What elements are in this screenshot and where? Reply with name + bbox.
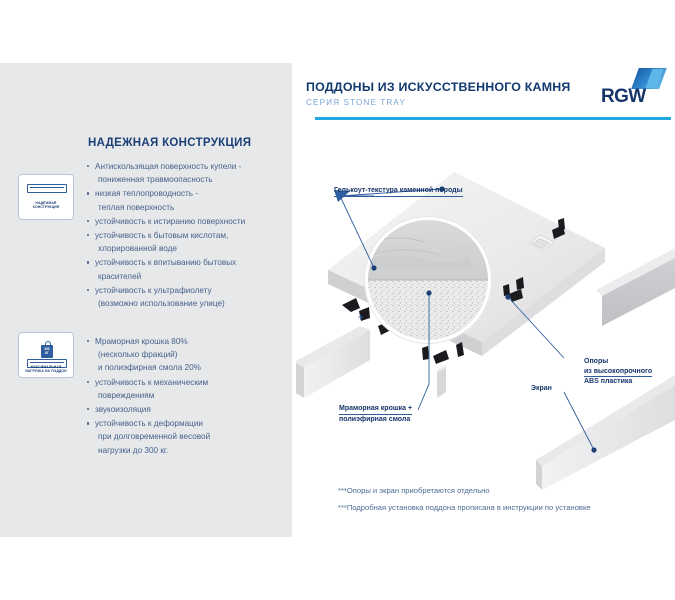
feature-material-item-line: повреждениям: [98, 390, 155, 400]
feature-construction-item-line: Антискользящая поверхность купели -: [95, 162, 242, 171]
feature-list-construction: [86, 160, 286, 311]
diagram-label-supports-line3: ABS пластика: [584, 378, 633, 385]
feature-list-material: [86, 335, 286, 458]
badge-reliable-construction: [18, 174, 74, 220]
feature-material-item: [86, 403, 286, 416]
svg-text:+: +: [358, 312, 364, 322]
header-divider: [315, 117, 671, 120]
feature-construction-item-line: устойчивость к впитыванию бытовых: [95, 258, 237, 268]
badge-max-load-caption: [19, 365, 73, 374]
feature-construction-item-line: устойчивость к бытовым кислотам,: [95, 231, 229, 241]
feature-construction-item-line: устойчивость к ультрафиолету: [95, 285, 212, 295]
badge-reliable-caption: [19, 201, 73, 210]
footnote-supports-sold-separately: ***Опоры и экран приобретаются отдельно: [338, 486, 490, 495]
weight-value-label: [41, 348, 53, 355]
footnote-installation-manual: ***Подробная установка поддона прописана в инструкции по установке: [338, 503, 591, 512]
diagram-label-supports: [584, 357, 652, 387]
badge-reliable-caption-line2: КОНСТРУКЦИЯ: [32, 205, 60, 210]
feature-construction-item-line: низкая теплопроводность -: [95, 189, 199, 199]
weight-value: 300: [44, 347, 50, 351]
page-title: ПОДДОНЫ ИЗ ИСКУССТВЕННОГО КАМНЯ: [306, 80, 571, 94]
diagram-label-supports-line2: из высокопрочного: [584, 367, 652, 378]
badge-max-load: [18, 332, 74, 378]
feature-material-item-line: и полиэфирная смола 20%: [98, 363, 201, 373]
feature-material-item: [86, 417, 286, 457]
diagram-label-gelcoat-text: Гелькоут-текстура каменной породы: [334, 186, 463, 197]
feature-construction-item: [86, 160, 286, 186]
feature-construction-item-line: теплая поверхность: [98, 202, 175, 212]
feature-material-item-line: звукоизоляция: [95, 405, 151, 415]
shower-tray-illustration: [296, 130, 675, 490]
feature-construction-item: [86, 229, 286, 255]
feature-material-item-line: при долговременной весовой: [98, 432, 211, 442]
weight-unit: КГ: [45, 350, 49, 355]
badge-max-load-caption-line2: НАГРУЗКА НА ПОДДОН: [25, 369, 67, 374]
feature-material-item-line: устойчивость к деформации: [95, 419, 203, 429]
page-subtitle: СЕРИЯ STONE TRAY: [306, 98, 406, 107]
diagram-label-supports-line1: Опоры: [584, 358, 609, 365]
diagram-label-marble-line1: Мраморная крошка +: [339, 404, 412, 415]
diagram-label-marble-line2: полиэфирная смола: [339, 415, 411, 423]
diagram-label-screen: Экран: [531, 385, 552, 392]
feature-material-item: [86, 376, 286, 402]
tray-icon: [27, 184, 67, 193]
feature-construction-item-line: красителей: [98, 271, 142, 281]
feature-construction-item: [86, 256, 286, 282]
feature-material-item-line: (несколько фракций): [98, 350, 178, 360]
diagram-label-marble: [339, 404, 412, 424]
badge-max-load-caption-line1: МАКСИМАЛЬНАЯ: [30, 364, 62, 369]
feature-material-item-line: устойчивость к механическим: [95, 377, 209, 387]
feature-material-item-line: Мраморная крошка 80%: [95, 337, 188, 346]
feature-material-item: [86, 335, 286, 375]
left-panel-section-title: НАДЕЖНАЯ КОНСТРУКЦИЯ: [88, 137, 252, 149]
feature-construction-item-line: (возможно использование улице): [98, 299, 225, 309]
diagram-label-gelcoat: [334, 186, 463, 197]
weight-icon: [41, 341, 53, 358]
feature-construction-item: [86, 284, 286, 310]
product-diagram: [296, 130, 675, 490]
rgw-logo: [601, 68, 663, 110]
feature-construction-item: [86, 215, 286, 228]
badge-reliable-caption-line1: НАДЕЖНАЯ: [35, 200, 57, 205]
logo-wordmark: RGW: [601, 86, 646, 107]
feature-construction-item: [86, 187, 286, 213]
feature-material-item-line: нагрузки до 300 кг.: [98, 445, 169, 455]
feature-construction-item-line: хлорированной воде: [98, 244, 177, 254]
feature-construction-item-line: пониженная травмоопасность: [98, 175, 213, 185]
feature-construction-item-line: устойчивость к истиранию поверхности: [95, 216, 246, 226]
